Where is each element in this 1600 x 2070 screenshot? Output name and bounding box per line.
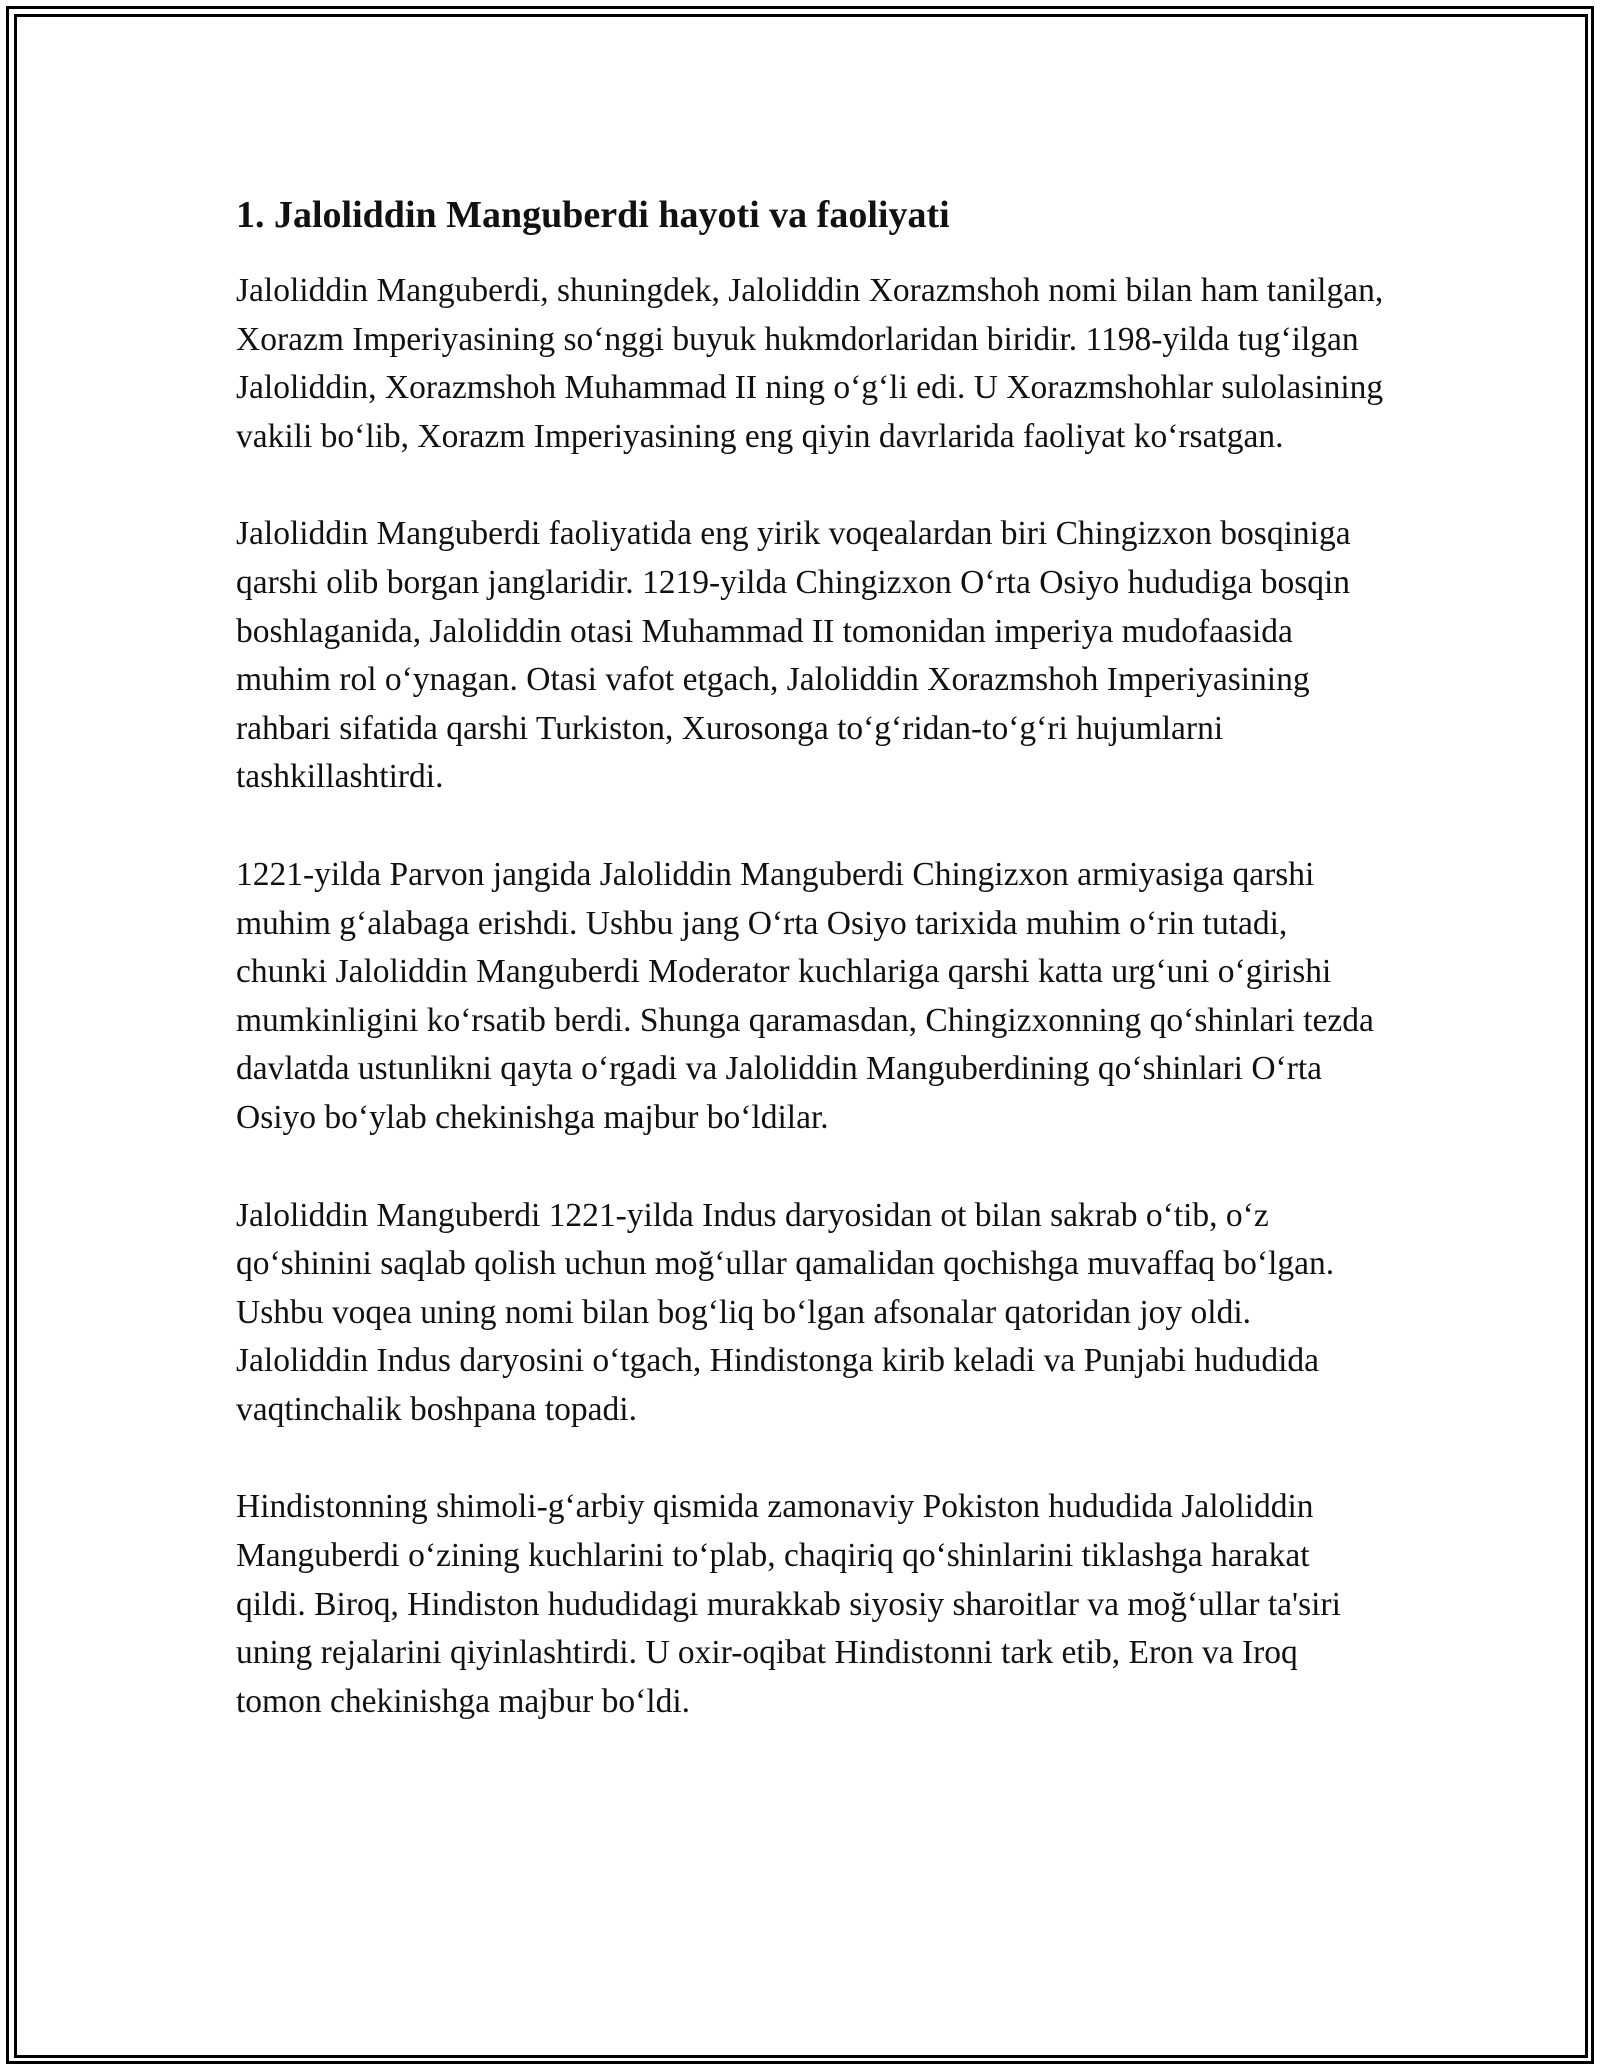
paragraph-3: 1221-yilda Parvon jangida Jaloliddin Manguberdi Chingizxon armiyasiga qarshi muhim g‘alabaga erishdi. Ushbu jang O‘rta Osiyo tarixida muhim o‘rin tutadi, chunki Jaloliddin Manguberdi Moderator kuchlariga qarshi katta urg‘uni o‘girishi mumkinligini ko‘rsatib berdi. Shunga qaramasdan, Chingizxonning qo‘shinlari tezda davlatda ustunlikni qayta o‘rgadi va Jaloliddin Manguberdining qo‘shinlari O‘rta Osiyo bo‘ylab chekinishga majbur bo‘ldilar. [236,855,1374,1136]
section-heading: 1. Jaloliddin Manguberdi hayoti va faoliyati [236,194,950,236]
paragraph-5: Hindistonning shimoli-g‘arbiy qismida zamonaviy Pokiston hududida Jaloliddin Manguberdi o‘zining kuchlarini to‘plab, chaqiriq qo‘shinlarini tiklashga harakat qildi. Biroq, Hindiston hududidagi murakkab siyosiy sharoitlar va moğ‘ullar ta'siri uning rejalarini qiyinlashtirdi. U oxir-oqibat Hindistonni tark etib, Eron va Iroq tomon chekinishga majbur bo‘ldi. [236,1488,1341,1720]
paragraph-2: Jaloliddin Manguberdi faoliyatida eng yirik voqealardan biri Chingizxon bosqiniga qarshi olib borgan janglaridir. 1219-yilda Chingizxon O‘rta Osiyo hududiga bosqin boshlaganida, Jaloliddin otasi Muhammad II tomonidan imperiya mudofaasida muhim rol o‘ynagan. Otasi vafot etgach, Jaloliddin Xorazmshoh Imperiyasining rahbari sifatida qarshi Turkiston, Xurosonga to‘g‘ridan-to‘g‘ri hujumlarni tashkillashtirdi. [236,515,1351,796]
paragraph-1: Jaloliddin Manguberdi, shuningdek, Jaloliddin Xorazmshoh nomi bilan ham tanilgan, Xorazm Imperiyasining so‘nggi buyuk hukmdorlaridan biridir. 1198-yilda tug‘ilgan Jaloliddin, Xorazmshoh Muhammad II ning o‘g‘li edi. U Xorazmshohlar sulolasining vakili bo‘lib, Xorazm Imperiyasining eng qiyin davrlarida faoliyat ko‘rsatgan. [236,272,1384,455]
paragraph-4: Jaloliddin Manguberdi 1221-yilda Indus daryosidan ot bilan sakrab o‘tib, o‘z qo‘shinini saqlab qolish uchun moğ‘ullar qamalidan qochishga muvaffaq bo‘lgan. Ushbu voqea uning nomi bilan bog‘liq bo‘lgan afsonalar qatoridan joy oldi. Jaloliddin Indus daryosini o‘tgach, Hindistonga kirib keladi va Punjabi hududida vaqtinchalik boshpana topadi. [236,1196,1335,1428]
document-body [236,183,1386,1775]
